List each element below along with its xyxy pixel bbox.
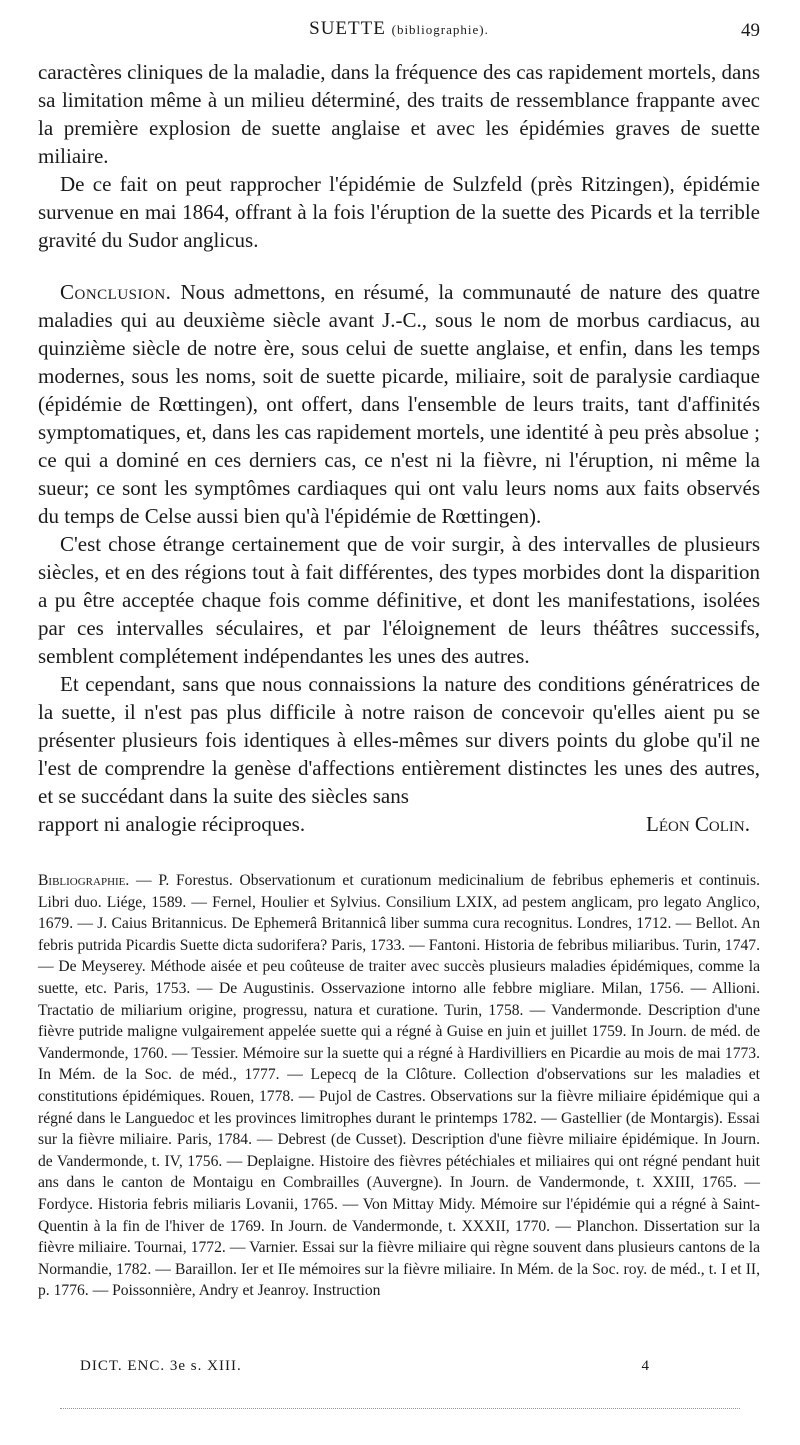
page-footer bbox=[80, 1358, 760, 1375]
closing-line bbox=[38, 810, 760, 838]
conclusion-label: Conclusion. bbox=[60, 280, 172, 304]
paragraph-5: Et cependant, sans que nous connaissions la nature des conditions génératrices de la suette, il n'est pas plus difficile à notre raison de concevoir qu'elles aient pu se présenter plusieurs fois identiques à elles-mêmes sur divers points du globe qu'il ne l'est de comprendre la genèse d'affections entièrement distinctes les unes des autres, et se succédant dans la suite des siècles sans bbox=[38, 672, 760, 808]
bibliography-label: Bibliographie. bbox=[38, 872, 130, 889]
closing-text: rapport ni analogie réciproques. bbox=[38, 812, 306, 836]
footer-signature-line: DICT. ENC. 3e s. XIII. bbox=[80, 1358, 242, 1374]
bibliography bbox=[38, 870, 760, 1302]
running-subtitle: (bibliographie). bbox=[391, 22, 489, 37]
running-head bbox=[38, 18, 760, 40]
paragraph-1: caractères cliniques de la maladie, dans la fréquence des cas rapidement mortels, dans sa limitation même à un milieu déterminé, des traits de ressemblance frappante avec la première explosion de suette anglaise et avec les épidémies graves de suette miliaire. bbox=[38, 60, 760, 168]
paragraph-2: De ce fait on peut rapprocher l'épidémie de Sulzfeld (près Ritzingen), épidémie survenue en mai 1864, offrant à la fois l'éruption de la suette des Picards et la terrible gravité du Sudor anglicus. bbox=[38, 172, 760, 252]
page-header bbox=[38, 14, 760, 58]
page-number: 49 bbox=[741, 20, 760, 41]
running-title: SUETTE bbox=[309, 18, 386, 39]
paragraph-conclusion bbox=[38, 278, 760, 530]
paragraph-4: C'est chose étrange certainement que de voir surgir, à des intervalles de plusieurs siècles, et en des régions tout à fait différentes, des types morbides dont la disparition a pu être acceptée chaque fois comme définitive, et dont les manifestations, isolées par ces intervalles séculaires, et par l'éloignement de leurs théâtres successifs, semblent complétement indépendantes les unes des autres. bbox=[38, 532, 760, 668]
bibliography-text: — P. Forestus. Observationum et curationum medicinalium de febribus ephemeris et continuis. Libri duo. Liége, 1589. — Fernel, Houlier et Sylvius. Consilium LXIX, ad pestem anglicam, pro legato Anglico, 1679. — J. Caius Britannicus. De Ephemerâ Britannicâ liber summa cura recognitus. Londres, 1712. — Bellot. An febris putrida Picardis Suette dicta sudorifera? Paris, 1733. — Fantoni. Historia de febribus miliaribus. Turin, 1747. — De Meyserey. Méthode aisée et peu coûteuse de traiter avec succès plusieurs maladies épidémiques, comme la suette, etc. Paris, 1753. — De Augustinis. Osservazione intorno alle febbre migliare. Milan, 1756. — Allioni. Tractatio de miliarium origine, progressu, natura et curatione. Turin, 1758. — Vandermonde. Description d'une fièvre putride maligne vulgairement appelée suette qui a régné à Guise en juin et juillet 1759. In Journ. de méd. de Vandermonde, 1760. — Tessier. Mémoire sur la suette qui a régné à Hardivilliers en Picardie au mois de mai 1773. In Mém. de la Soc. de méd., 1777. — Lepecq de la Clôture. Collection d'observations sur les maladies et constitutions épidémiques. Rouen, 1778. — Pujol de Castres. Observations sur la fièvre miliaire épidémique qui a régné dans le Languedoc et les provinces limitrophes durant le printemps 1782. — Gastellier (de Montargis). Essai sur la fièvre miliaire. Paris, 1784. — Debrest (de Cusset). Description d'une fièvre miliaire épidémique. In Journ. de Vandermonde, t. IV, 1756. — Deplaigne. Histoire des fièvres pétéchiales et miliaires qui ont régné pendant huit ans dans le canton de Montaigu en Combrailles (Auvergne). In Journ. de Vandermonde, t. XXIII, 1765. — Fordyce. Historia febris miliaris Lovanii, 1765. — Von Mittay Midy. Mémoire sur l'épidémie qui a régné à Saint-Quentin à la fin de l'hiver de 1769. In Journ. de Vandermonde, t. XXXII, 1770. — Planchon. Dissertation sur la fièvre miliaire. Tournai, 1772. — Varnier. Essai sur la fièvre miliaire qui règne souvent dans plusieurs cantons de la Normandie, 1782. — Baraillon. Ier et IIe mémoires sur la fièvre miliaire. In Mém. de la Soc. roy. de méd., t. I et II, p. 1776. — Poissonnière, Andry et Jeanroy. Instruction bbox=[38, 872, 760, 1300]
sheet-mark: 4 bbox=[641, 1358, 650, 1374]
author-signature: Léon Colin. bbox=[646, 812, 750, 836]
bottom-divider bbox=[60, 1408, 740, 1409]
conclusion-text: Nous admettons, en résumé, la communauté de nature des quatre maladies qui au deuxième siècle avant J.-C., sous le nom de morbus cardiacus, au quinzième siècle de notre ère, sous celui de suette anglaise, et enfin, dans les temps modernes, sous les noms, soit de suette picarde, miliaire, soit de paralysie cardiaque (épidémie de Rœttingen), ont offert, dans l'ensemble de leurs traits, tant d'affinités symptomatiques, et, dans les cas rapidement mortels, une identité à peu près absolue ; ce qui a dominé en ces derniers cas, ce n'est ni la fièvre, ni l'éruption, ni même la sueur; ce sont les symptômes cardiaques qui ont valu leurs noms aux faits observés du temps de Celse aussi bien qu'à l'épidémie de Rœttingen). bbox=[38, 280, 760, 528]
page bbox=[38, 14, 760, 1302]
